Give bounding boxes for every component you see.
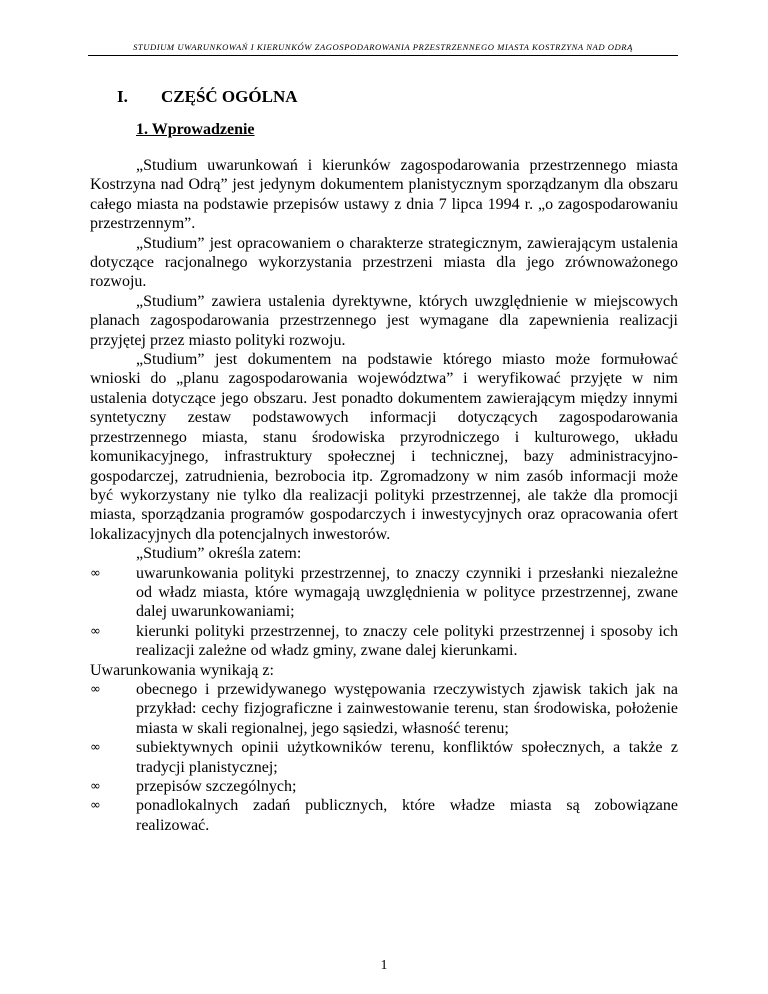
list-item-text: obecnego i przewidywanego występowania rzeczywistych zjawisk takich jak na przykład: cechy fizjograficzne i zainwestowanie terenu, stan środowiska, położenie miasta w skali regionalnej, jego sąsiedzi, własność terenu;	[136, 680, 678, 737]
paragraph: „Studium” określa zatem:	[136, 545, 302, 563]
list-item-text: ponadlokalnych zadań publicznych, które władze miasta są zobowiązane realizować.	[136, 797, 678, 834]
list-item	[90, 564, 678, 622]
bullet-list-determines	[90, 564, 678, 661]
list-item-text: kierunki polityki przestrzennej, to znaczy cele polityki przestrzennej i sposoby ich realizacji zależne od władz gminy, zwane dalej kierunkami.	[136, 622, 678, 660]
chapter-title: CZĘŚĆ OGÓLNA	[161, 87, 298, 106]
list-item-text: subiektywnych opinii użytkowników terenu, konfliktów społecznych, a także z tradycji planistycznej;	[136, 739, 678, 776]
paragraph: „Studium uwarunkowań i kierunków zagospodarowania przestrzennego miasta Kostrzyna nad Odrą” jest jedynym dokumentem planistycznym sporządzanym dla obszaru całego miasta na podstawie przepisów ustawy z dnia 7 lipca 1994 r. „o zagospodarowaniu przestrzennym”.	[90, 157, 678, 233]
chapter-number: I.	[117, 87, 128, 106]
list-item	[90, 622, 678, 661]
paragraph: „Studium” jest dokumentem na podstawie którego miasto może formułować wnioski do „planu zagospodarowania województwa” i weryfikować przyjęte w nim ustalenia dotyczące jego obszaru. Jest ponadto dokumentem zawierającym między innymi syntetyczny zestaw podstawowych informacji dotyczących zagospodarowania przestrzennego miasta, stanu środowiska przyrodniczego i kulturowego, układu komunikacyjnego, infrastruktury społecznej i technicznej, bazy administracyjno-gospodarczej, zatrudnienia, bezrobocia itp. Zgromadzony w nim zasób informacji może być wykorzystany nie tylko dla realizacji polityki przestrzennej, ale także dla promocji miasta, sporządzania programów gospodarczych i inwestycyjnych oraz opracowania ofert lokalizacyjnych dla potencjalnych inwestorów.	[90, 351, 678, 543]
list-item	[90, 796, 678, 835]
section-title: 1. Wprowadzenie	[136, 121, 255, 138]
infinity-bullet-icon: ∞	[90, 623, 101, 639]
chapter-heading	[117, 87, 298, 107]
document-body	[90, 156, 678, 835]
infinity-bullet-icon: ∞	[90, 565, 101, 581]
page-number: 1	[380, 958, 388, 973]
list-item-text: uwarunkowania polityki przestrzennej, to znaczy czynniki i przesłanki niezależne od władz miasta, które wymagają uwzględnienia w polityce przestrzennej, zwane dalej uwarunkowaniami;	[136, 564, 678, 621]
list-item-text: przepisów szczególnych;	[136, 778, 297, 795]
paragraph: „Studium” jest opracowaniem o charakterze strategicznym, zawierającym ustalenia dotyczące racjonalnego wykorzystania przestrzeni miasta dla jego zrównoważonego rozwoju.	[90, 234, 678, 291]
list-item	[90, 738, 678, 777]
infinity-bullet-icon: ∞	[90, 798, 101, 814]
infinity-bullet-icon: ∞	[90, 681, 101, 697]
list-item	[90, 680, 678, 738]
infinity-bullet-icon: ∞	[90, 779, 101, 794]
infinity-bullet-icon: ∞	[90, 740, 101, 756]
paragraph: „Studium” zawiera ustalenia dyrektywne, których uwzględnienie w miejscowych planach zagospodarowania przestrzennego jest wymagane dla zapewnienia realizacji przyjętej przez miasto polityki rozwoju.	[90, 292, 678, 349]
running-header: STUDIUM UWARUNKOWAŃ I KIERUNKÓW ZAGOSPODAROWANIA PRZESTRZENNEGO MIASTA KOSTRZYNA NAD ODRĄ	[88, 42, 678, 56]
bullet-list-conditions	[90, 680, 678, 835]
list-intro: Uwarunkowania wynikają z:	[90, 661, 274, 679]
list-item	[90, 777, 678, 796]
